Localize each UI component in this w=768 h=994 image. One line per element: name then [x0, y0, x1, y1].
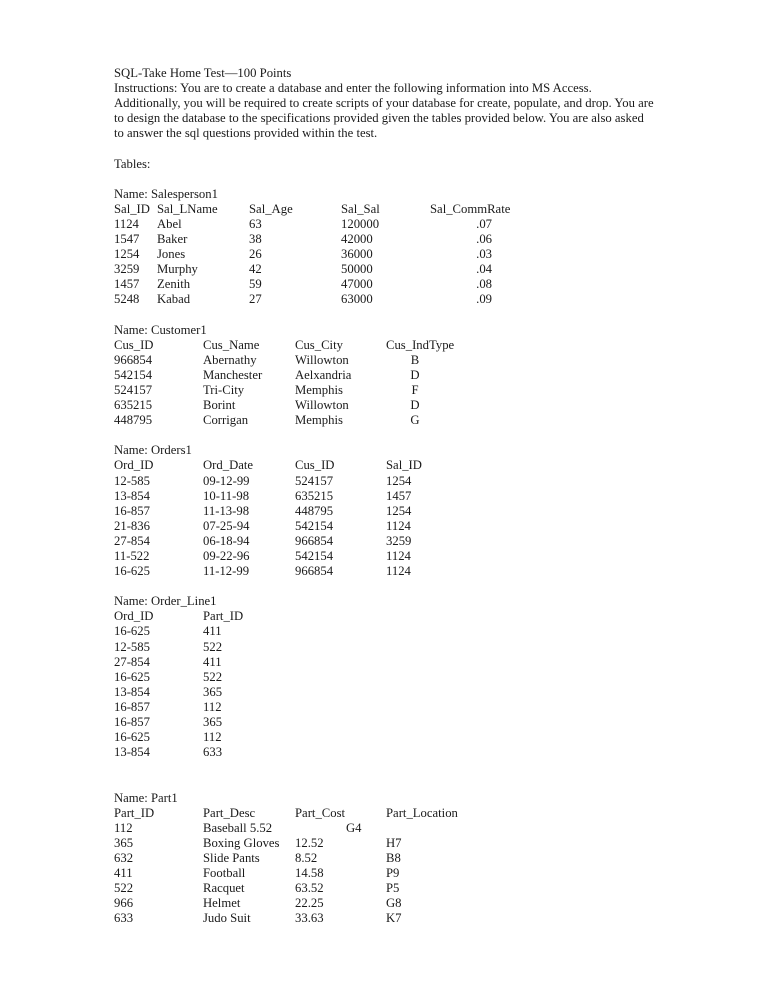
cell-cus-indtype: B — [410, 352, 420, 367]
cell-sal-age: 59 — [249, 277, 262, 292]
cell-cus-id: 966854 — [295, 564, 334, 579]
cell-ord-id: 16-857 — [114, 699, 150, 714]
table-header-row-order-line — [114, 609, 674, 624]
spacer — [114, 172, 674, 187]
column-header: Sal_LName — [157, 201, 218, 216]
cell-ord-id: 13-854 — [114, 684, 150, 699]
cell-ord-date: 06-18-94 — [203, 533, 250, 548]
column-header: Sal_Sal — [341, 201, 380, 216]
tables-label — [114, 157, 674, 172]
table-name-customer: Name: Customer1 — [114, 322, 207, 337]
cell-part-id: 411 — [114, 865, 133, 880]
column-header: Ord_ID — [114, 458, 154, 473]
cell-sal-lname: Murphy — [157, 262, 198, 277]
cell-sal-age: 27 — [249, 292, 262, 307]
cell-part-desc: Football — [203, 865, 246, 880]
cell-sal-id: 1124 — [114, 216, 139, 231]
column-header: Sal_ID — [114, 201, 150, 216]
table-row — [114, 292, 674, 307]
table-row — [114, 232, 674, 247]
cell-part-id: 632 — [114, 850, 134, 865]
cell-sal-id: 1547 — [114, 232, 140, 247]
cell-sal-sal: 50000 — [341, 262, 373, 277]
table-row — [114, 368, 674, 383]
cell-cus-name: Corrigan — [203, 413, 249, 428]
table-row — [114, 685, 674, 700]
cell-sal-lname: Kabad — [157, 292, 191, 307]
cell-sal-id: 3259 — [114, 262, 140, 277]
column-header: Sal_CommRate — [430, 201, 511, 216]
cell-part-id: 522 — [114, 881, 134, 896]
table-row — [114, 700, 674, 715]
cell-part-desc: Judo Suit — [203, 911, 251, 926]
cell-sal-id: 3259 — [386, 533, 412, 548]
cell-ord-id: 13-854 — [114, 488, 150, 503]
cell-ord-id: 21-836 — [114, 518, 150, 533]
document-body — [114, 66, 674, 926]
table-name-part: Name: Part1 — [114, 790, 178, 805]
cell-part-id: 365 — [114, 835, 134, 850]
column-header: Cus_Name — [203, 337, 260, 352]
tables-label-text: Tables: — [114, 156, 151, 171]
cell-ord-date: 09-12-99 — [203, 473, 250, 488]
table-row — [114, 640, 674, 655]
cell-sal-id: 1457 — [386, 488, 412, 503]
table-row — [114, 670, 674, 685]
cell-part-location: P5 — [386, 881, 400, 896]
cell-part-id: 411 — [203, 654, 222, 669]
cell-cus-city: Willowton — [295, 398, 349, 413]
cell-part-id: 112 — [114, 820, 133, 835]
cell-sal-id: 1124 — [386, 564, 411, 579]
cell-sal-age: 38 — [249, 232, 262, 247]
table-header-row-orders — [114, 458, 674, 473]
cell-sal-sal: 42000 — [341, 232, 373, 247]
cell-sal-lname: Jones — [157, 247, 186, 262]
cell-ord-id: 16-857 — [114, 503, 150, 518]
cell-part-cost: 33.63 — [295, 911, 324, 926]
cell-sal-commrate: .08 — [476, 277, 492, 292]
table-row — [114, 564, 674, 579]
cell-part-cost: 14.58 — [295, 865, 324, 880]
table-row — [114, 398, 674, 413]
cell-part-location: B8 — [386, 850, 401, 865]
cell-ord-id: 16-857 — [114, 715, 150, 730]
column-header: Part_Desc — [203, 805, 256, 820]
cell-cus-name: Tri-City — [203, 382, 245, 397]
cell-sal-commrate: .04 — [476, 262, 492, 277]
column-header: Cus_City — [295, 337, 343, 352]
cell-cus-name: Abernathy — [203, 352, 257, 367]
cell-part-cost: 12.52 — [295, 835, 324, 850]
cell-sal-age: 63 — [249, 216, 262, 231]
cell-cus-id: 524157 — [295, 473, 334, 488]
table-row — [114, 474, 674, 489]
column-header: Cus_ID — [114, 337, 154, 352]
cell-cus-name: Manchester — [203, 367, 263, 382]
cell-cus-id: 635215 — [114, 398, 153, 413]
cell-sal-commrate: .06 — [476, 232, 492, 247]
cell-part-id: 522 — [203, 669, 223, 684]
column-header: Ord_Date — [203, 458, 254, 473]
table-row — [114, 881, 674, 896]
cell-ord-date: 07-25-94 — [203, 518, 250, 533]
cell-ord-id: 16-625 — [114, 669, 150, 684]
table-row — [114, 821, 674, 836]
cell-sal-id: 1124 — [386, 518, 411, 533]
cell-part-desc: Racquet — [203, 881, 245, 896]
table-name-salesperson: Name: Salesperson1 — [114, 186, 218, 201]
cell-sal-commrate: .09 — [476, 292, 492, 307]
spacer — [114, 579, 674, 594]
cell-cus-id: 966854 — [114, 352, 153, 367]
instructions-line-1: Instructions: You are to create a database and enter the following information into MS Access. — [114, 81, 592, 96]
table-row — [114, 353, 674, 368]
cell-part-id: 365 — [203, 715, 223, 730]
cell-cus-id: 448795 — [114, 413, 153, 428]
table-row — [114, 836, 674, 851]
table-row — [114, 262, 674, 277]
cell-cus-id: 635215 — [295, 488, 334, 503]
table-row — [114, 745, 674, 760]
cell-part-id: 633 — [114, 911, 134, 926]
cell-sal-sal: 36000 — [341, 247, 373, 262]
cell-part-id: 112 — [203, 730, 222, 745]
cell-cus-city: Memphis — [295, 413, 343, 428]
document-heading — [114, 66, 674, 141]
cell-part-id: 411 — [203, 624, 222, 639]
cell-ord-id: 16-625 — [114, 564, 150, 579]
column-header: Sal_Age — [249, 201, 293, 216]
table-row — [114, 413, 674, 428]
table-row — [114, 655, 674, 670]
spacer — [114, 428, 674, 443]
cell-ord-id: 27-854 — [114, 533, 150, 548]
cell-sal-id: 1254 — [386, 473, 412, 488]
cell-sal-commrate: .03 — [476, 247, 492, 262]
cell-sal-age: 26 — [249, 247, 262, 262]
cell-sal-id: 1124 — [386, 549, 411, 563]
cell-cus-indtype: D — [410, 398, 420, 413]
cell-cus-id: 524157 — [114, 382, 153, 397]
cell-cus-id: 542154 — [295, 518, 334, 533]
table-row — [114, 715, 674, 730]
table-row — [114, 489, 674, 504]
cell-ord-date: 10-11-98 — [203, 488, 250, 503]
table-row — [114, 730, 674, 745]
cell-ord-date: 11-13-98 — [203, 503, 250, 518]
table-name-orders: Name: Orders1 — [114, 443, 192, 458]
cell-part-location: G8 — [386, 896, 402, 911]
instructions-line-3: to design the database to the specifications provided given the tables provided below. You are also asked — [114, 111, 644, 126]
cell-ord-id: 13-854 — [114, 745, 150, 760]
table-row — [114, 549, 674, 564]
table-row — [114, 624, 674, 639]
cell-sal-sal: 47000 — [341, 277, 373, 292]
spacer — [114, 760, 674, 790]
document-title: SQL-Take Home Test—100 Points — [114, 66, 292, 80]
cell-cus-city: Willowton — [295, 352, 349, 367]
cell-part-desc: Helmet — [203, 896, 241, 911]
cell-cus-indtype: D — [410, 367, 420, 382]
cell-sal-id: 1254 — [114, 247, 140, 262]
table-row — [114, 534, 674, 549]
cell-part-id: 522 — [203, 639, 223, 654]
cell-cus-name: Borint — [203, 398, 236, 413]
table-row — [114, 277, 674, 292]
cell-cus-city: Aelxandria — [295, 367, 352, 382]
table-row — [114, 866, 674, 881]
cell-part-location: K7 — [386, 911, 402, 926]
instructions-line-2: Additionally, you will be required to create scripts of your database for create, populate, and drop. You are — [114, 96, 654, 111]
cell-sal-lname: Baker — [157, 232, 188, 247]
cell-sal-age: 42 — [249, 262, 262, 277]
cell-sal-id: 1254 — [386, 503, 412, 518]
cell-sal-lname: Zenith — [157, 277, 191, 292]
column-header: Ord_ID — [114, 609, 154, 624]
cell-sal-sal: 120000 — [341, 216, 380, 231]
cell-ord-id: 27-854 — [114, 654, 150, 669]
column-header: Part_ID — [203, 609, 244, 624]
cell-sal-sal: 63000 — [341, 292, 373, 307]
column-header: Part_ID — [114, 805, 155, 820]
cell-part-desc: Baseball 5.52 — [203, 820, 273, 835]
cell-ord-date: 09-22-96 — [203, 549, 250, 563]
table-row — [114, 896, 674, 911]
table-row — [114, 247, 674, 262]
cell-part-location: P9 — [386, 865, 400, 880]
table-header-row-part — [114, 806, 674, 821]
cell-ord-id: 16-625 — [114, 624, 150, 639]
cell-sal-id: 5248 — [114, 292, 140, 307]
cell-cus-id: 542154 — [295, 549, 334, 563]
cell-ord-id: 11-522 — [114, 549, 150, 563]
cell-sal-commrate: .07 — [476, 216, 492, 231]
cell-part-cost: 63.52 — [295, 881, 324, 896]
column-header: Part_Cost — [295, 805, 346, 820]
table-row — [114, 383, 674, 398]
column-header: Cus_IndType — [386, 337, 455, 352]
spacer — [114, 141, 674, 156]
cell-sal-lname: Abel — [157, 216, 182, 231]
cell-part-location: H7 — [386, 835, 402, 850]
table-row — [114, 519, 674, 534]
cell-part-location: G4 — [346, 820, 362, 835]
table-header-row-customer — [114, 338, 674, 353]
cell-part-id: 365 — [203, 684, 223, 699]
cell-ord-date: 11-12-99 — [203, 564, 250, 579]
instructions-line-4: to answer the sql questions provided within the test. — [114, 126, 378, 141]
cell-cus-id: 448795 — [295, 503, 334, 518]
cell-part-id: 966 — [114, 896, 134, 911]
cell-cus-indtype: F — [411, 382, 419, 397]
table-row — [114, 217, 674, 232]
column-header: Sal_ID — [386, 458, 422, 473]
table-row — [114, 911, 674, 926]
cell-part-id: 633 — [203, 745, 223, 760]
cell-cus-city: Memphis — [295, 382, 343, 397]
table-name-order-line: Name: Order_Line1 — [114, 594, 217, 609]
cell-ord-id: 16-625 — [114, 730, 150, 745]
cell-ord-id: 12-585 — [114, 473, 150, 488]
cell-part-desc: Slide Pants — [203, 850, 260, 865]
table-row — [114, 851, 674, 866]
table-row — [114, 504, 674, 519]
table-header-row-salesperson — [114, 202, 674, 217]
cell-part-cost: 8.52 — [295, 850, 318, 865]
cell-part-id: 112 — [203, 699, 222, 714]
spacer — [114, 308, 674, 323]
cell-ord-id: 12-585 — [114, 639, 150, 654]
cell-cus-id: 966854 — [295, 533, 334, 548]
cell-part-desc: Boxing Gloves — [203, 835, 280, 850]
column-header: Part_Location — [386, 805, 458, 820]
cell-cus-indtype: G — [410, 413, 420, 428]
cell-sal-id: 1457 — [114, 277, 140, 292]
cell-part-cost: 22.25 — [295, 896, 324, 911]
cell-cus-id: 542154 — [114, 367, 153, 382]
column-header: Cus_ID — [295, 458, 335, 473]
